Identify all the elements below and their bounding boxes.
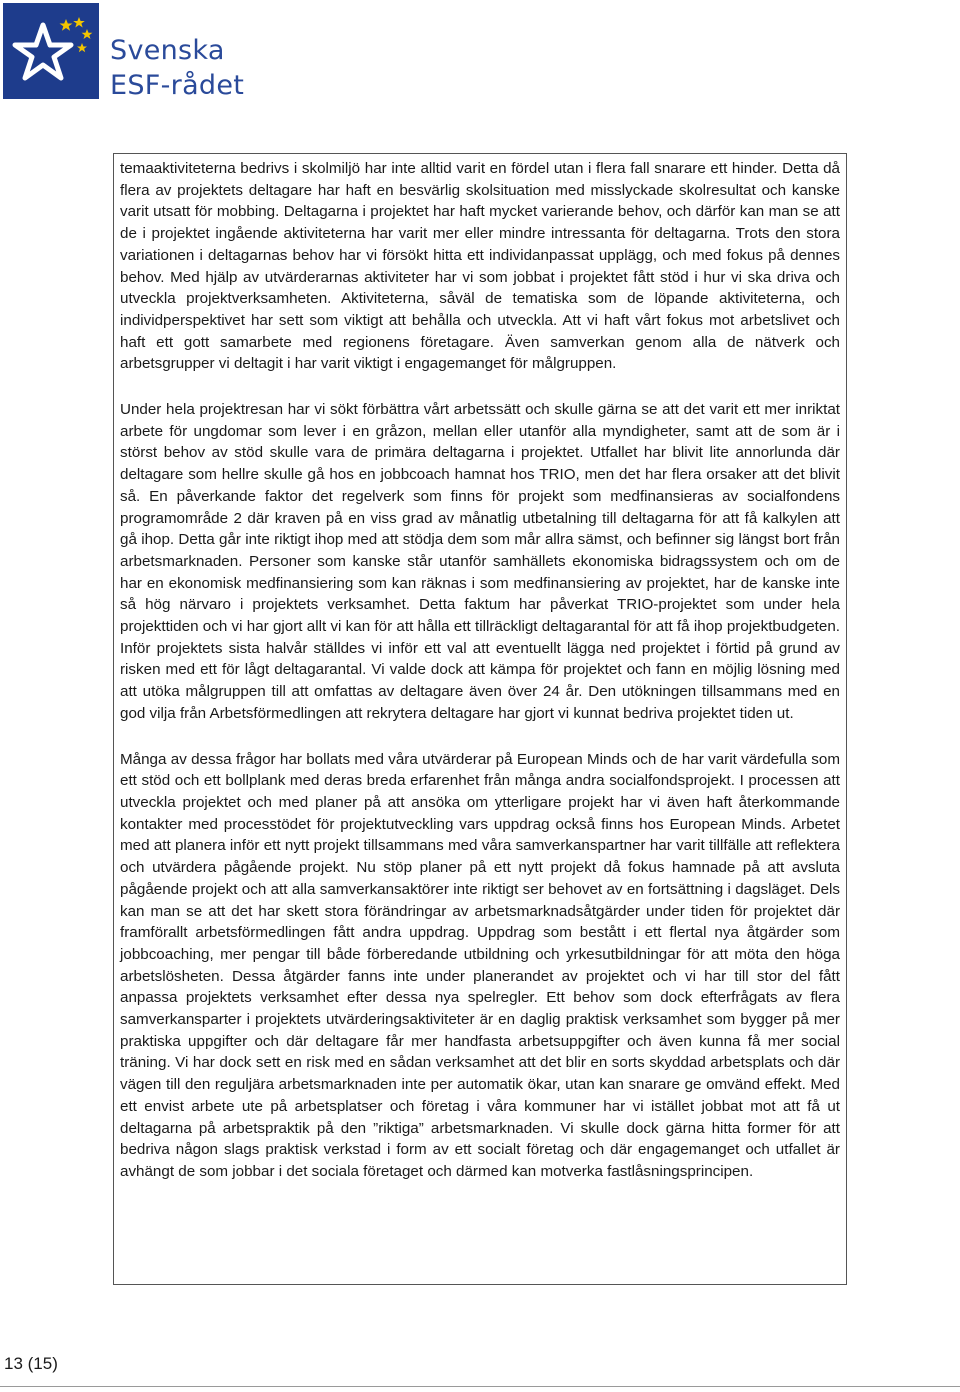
logo-text-line1: Svenska — [110, 35, 225, 66]
page-number: 13 (15) — [4, 1354, 58, 1373]
footer-divider — [0, 1386, 960, 1387]
body-paragraph-3: Många av dessa frågor har bollats med våra utvärderar på European Minds och de har varit värdefulla som ett stöd och ett bollplank med deras breda erfarenhet från många andra socialfondsprojekt. I processen att utveckla projektet och med planer på att ansöka om ytterligare projekt har vi även haft återkommande kontakter med processtödet för projektutveckling vars uppdrag också finns hos European Minds. Arbetet med att planera inför ett nytt projekt tillsammans med våra samverkanspartner har varit tillfälle att reflektera och utvärdera pågående projekt. Nu stöp planer på ett nytt projekt då fokus hamnade på att avsluta pågående projekt och att alla samverkansaktörer inte riktigt ser behovet av en fortsättning i dagsläget. Dels kan man se att det har skett stora förändringar av arbetsmarknadsåtgärder under tiden för projektet där framförallt arbetsförmedlingen fått andra uppdrag. Uppdrag som bestått i ett flertal nya åtgärder som jobbcoaching, mer pengar till både förberedande utbildning och yrkesutbildningar för att möta den höga arbetslösheten. Dessa åtgärder fanns inte under planerandet av projektet och vi har till stor del fått anpassa projektets verksamhet efter dessa nya spelregler. Ett behov som dock efterfrågats av flera samverkansparter i projektets utvärderingsaktiviteter är en daglig praktisk verksamhet som bygger på mer praktiska uppgifter och där deltagare får mer handfasta arbetsuppgifter och även kunna få mer social träning. Vi har dock sett en risk med en sådan verksamhet att det blir en sorts skyddad arbetsplats och där vägen till den reguljära arbetsmarknaden inte per automatik ökar, utan kan snarare ge omvänd effekt. Med ett envist arbete ute på arbetsplatser och företag i våra kommuner har vi istället jobbat mot att få ut deltagarna på arbetspraktik på den ”riktiga” arbetsmarknaden. Vi skulle dock gärna hitta former för att bedriva någon slags praktisk verkstad i form av ett socialt företag och där engagemanget och utfallet är avhängt de som jobbar i det sociala företaget och därmed kan motverka fastlåsningsprincipen. — [120, 750, 840, 1180]
body-paragraph-1: temaaktiviteterna bedrivs i skolmiljö har inte alltid varit en fördel utan i flera fall snarare ett hinder. Detta då flera av projektets deltagare har haft en besvärlig skolsituation med misslyckade skolresultat och kanske varit utsatt för mobbing. Deltagarna i projektet har haft mycket varierande behov, och därför kan man se att de i projektet ingående aktiviteterna har varit mer eller mindre intressanta för deltagarna. Trots den stora variationen i deltagarnas behov har vi försökt hitta ett individanpassat upplägg, och med fokus på dennes behov. Med hjälp av utvärderarnas aktiviteter har vi som jobbat i projektet fått stöd i hur vi ska driva och utveckla projektverksamheten. Aktiviteterna, såväl de tematiska som de löpande aktiviteterna, och individperspektivet har sett som viktigt att behålla och utveckla. Att vi haft vårt fokus mot arbetslivet och haft ett gott samarbete med regionens företagare. Även samverkan genom alla de nätverk och arbetsgrupper vi deltagit i har varit viktigt i engagemanget för målgruppen. — [120, 160, 840, 373]
body-text-frame — [113, 153, 847, 1285]
body-paragraph-2: Under hela projektresan har vi sökt förbättra vårt arbetssätt och skulle gärna se att det varit ett mer inriktat arbete för ungdomar som lever i en gråzon, mellan eller utanför alla myndigheter, samt att de som är i störst behov av stöd skulle vara de primära deltagarna i projektet. Utfallet har blivit lite annorlunda där deltagare som hellre skulle gå hos en jobbcoach hamnat hos TRIO, men det har flera orsaker att det blivit så. En påverkande faktor det regelverk som finns för projekt som medfinansieras av socialfondens programområde 2 där kraven på en viss grad av månatlig utbetalning till deltagarna för att få kalkylen att gå ihop. Detta går inte riktigt ihop med att stödja dem som mår allra sämst, och befinner sig längst bort från arbetsmarknaden. Personer som kanske står utanför samhällets ekonomiska bidragssystem och om de har en ekonomisk medfinansiering som kan räknas i som medfinansiering av projektet, har de kanske inte så hög närvaro i projektets verksamhet. Detta faktum har påverkat TRIO-projektet som under hela projekttiden och vi har gjort allt vi kan för att hålla ett tillräckligt deltagarantal för att få ihop projektbudgeten. Inför projektets sista halvår ställdes vi inför ett val att eventuellt lägga ned projektet i förtid på grund av risken med ett för lågt deltagarantal. Vi valde dock att kämpa för projektet och fann en möjlig lösning med att utöka målgruppen till att omfattas av deltagare även över 24 år. Den utökningen tillsammans med en god vilja från Arbetsförmedlingen att rekrytera deltagare har gjort vi kunnat bedriva projektet tiden ut. — [120, 401, 840, 722]
esf-logo — [3, 3, 243, 103]
star-logo-icon — [3, 3, 99, 99]
logo-text-line2: ESF-rådet — [110, 70, 245, 101]
